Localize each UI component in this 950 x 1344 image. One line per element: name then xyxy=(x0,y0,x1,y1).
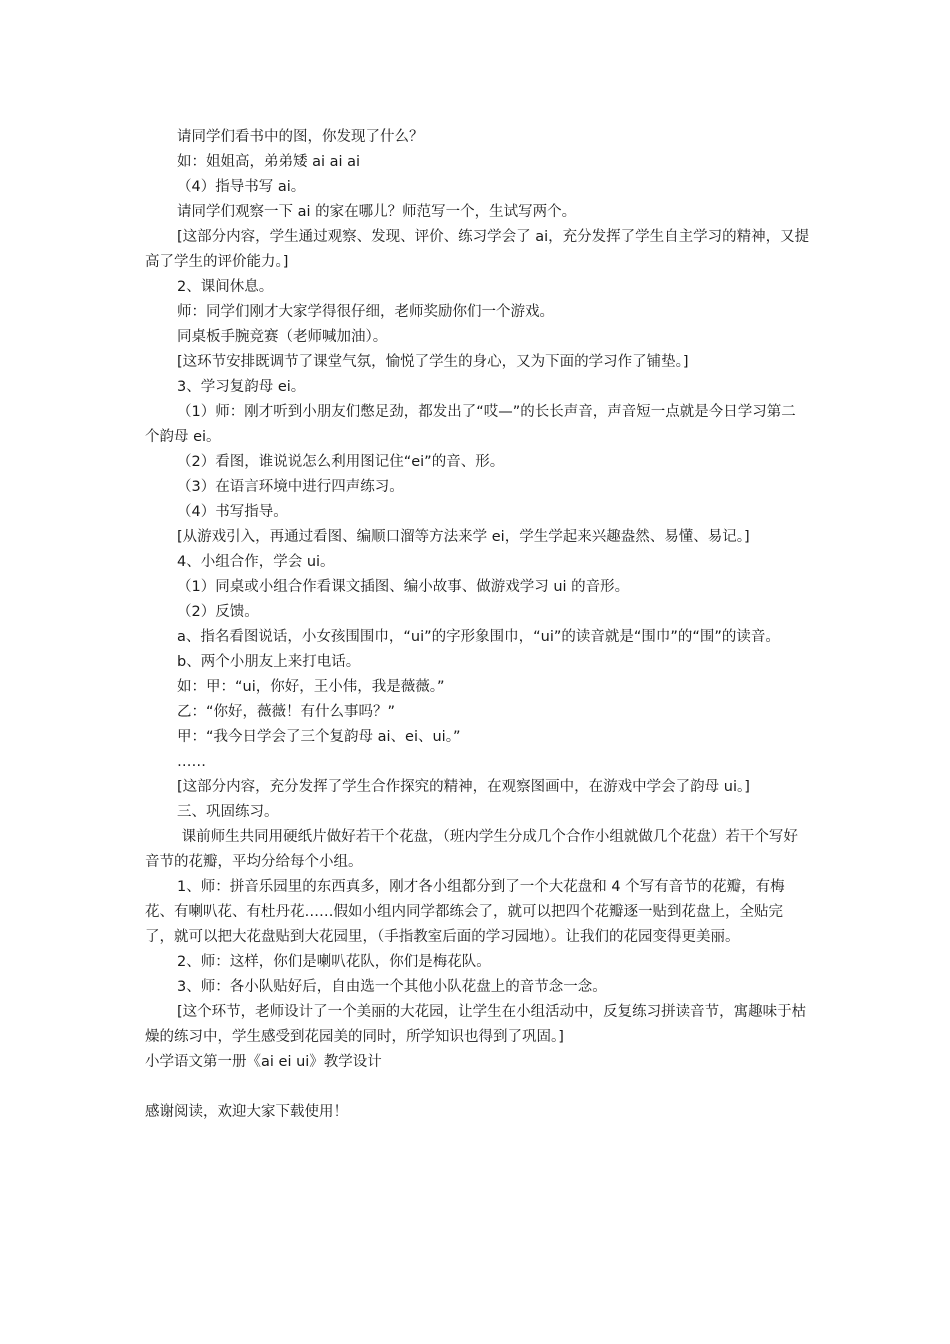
footer-title: 小学语文第一册《ai ei ui》教学设计 xyxy=(145,1054,382,1070)
paragraph: 师：同学们刚才大家学得很仔细，老师奖励你们一个游戏。 xyxy=(177,304,554,320)
paragraph: （3）在语言环境中进行四声练习。 xyxy=(177,479,404,495)
paragraph: …… xyxy=(177,754,206,770)
paragraph: 3、学习复韵母 ei。 xyxy=(177,379,306,395)
paragraph: [这部分内容，学生通过观察、发现、评价、练习学会了 ai，充分发挥了学生自主学习的精神，又提高了学生的评价能力。] xyxy=(145,229,810,270)
paragraph: 乙：“你好，薇薇！有什么事吗？” xyxy=(177,704,396,720)
paragraph: 4、小组合作，学会 ui。 xyxy=(177,554,335,570)
paragraph: 如：甲：“ui，你好，王小伟，我是薇薇。” xyxy=(177,679,445,695)
document-body xyxy=(145,125,810,1125)
paragraph: b、两个小朋友上来打电话。 xyxy=(177,654,361,670)
paragraph: 2、师：这样，你们是喇叭花队，你们是梅花队。 xyxy=(177,954,491,970)
paragraph: 请同学们看书中的图，你发现了什么？ xyxy=(177,129,424,145)
spacer xyxy=(145,1075,810,1100)
paragraph: 如：姐姐高，弟弟矮 ai ai ai xyxy=(177,154,361,170)
paragraph: 请同学们观察一下 ai 的家在哪儿？师范写一个，生试写两个。 xyxy=(177,204,577,220)
paragraph: （1）同桌或小组合作看课文插图、编小故事、做游戏学习 ui 的音形。 xyxy=(177,579,630,595)
paragraph: [这环节安排既调节了课堂气氛，愉悦了学生的身心，又为下面的学习作了铺垫。] xyxy=(177,354,689,370)
closing-note: 感谢阅读，欢迎大家下载使用！ xyxy=(145,1104,348,1120)
paragraph: a、指名看图说话，小女孩围围巾，“ui”的字形象围巾，“ui”的读音就是“围巾”的“围”的读音。 xyxy=(177,629,780,645)
paragraph: （4）书写指导。 xyxy=(177,504,288,520)
paragraph: 三、巩固练习。 xyxy=(177,804,279,820)
paragraph: [这个环节，老师设计了一个美丽的大花园，让学生在小组活动中，反复练习拼读音节，寓趣味于枯燥的练习中，学生感受到花园美的同时，所学知识也得到了巩固。] xyxy=(145,1004,807,1045)
paragraph: [这部分内容，充分发挥了学生合作探究的精神，在观察图画中，在游戏中学会了韵母 ui。] xyxy=(177,779,750,795)
paragraph: （2）看图，谁说说怎么利用图记住“ei”的音、形。 xyxy=(177,454,505,470)
paragraph: 甲：“我今日学会了三个复韵母 ai、ei、ui。” xyxy=(177,729,461,745)
paragraph: （4）指导书写 ai。 xyxy=(177,179,306,195)
paragraph: （1）师：刚才听到小朋友们憋足劲，都发出了“哎—”的长长声音，声音短一点就是今日学习第二个韵母 ei。 xyxy=(145,404,796,445)
paragraph: 1、师：拼音乐园里的东西真多，刚才各小组都分到了一个大花盘和 4 个写有音节的花瓣，有梅花、有喇叭花、有杜丹花……假如小组内同学都练会了，就可以把四个花瓣逐一贴到花盘上，全贴完了，就可以把大花盘贴到大花园里，（手指教室后面的学习园地）。让我们的花园变得更美丽。 xyxy=(145,879,785,945)
paragraph: [从游戏引入，再通过看图、编顺口溜等方法来学 ei，学生学起来兴趣盎然、易懂、易记。] xyxy=(177,529,750,545)
paragraph: 3、师：各小队贴好后，自由选一个其他小队花盘上的音节念一念。 xyxy=(177,979,607,995)
paragraph: 课前师生共同用硬纸片做好若干个花盘，（班内学生分成几个合作小组就做几个花盘）若干个写好音节的花瓣，平均分给每个小组。 xyxy=(145,829,798,870)
paragraph: 同桌板手腕竞赛（老师喊加油）。 xyxy=(177,329,388,345)
paragraph: （2）反馈。 xyxy=(177,604,259,620)
paragraph: 2、课间休息。 xyxy=(177,279,274,295)
